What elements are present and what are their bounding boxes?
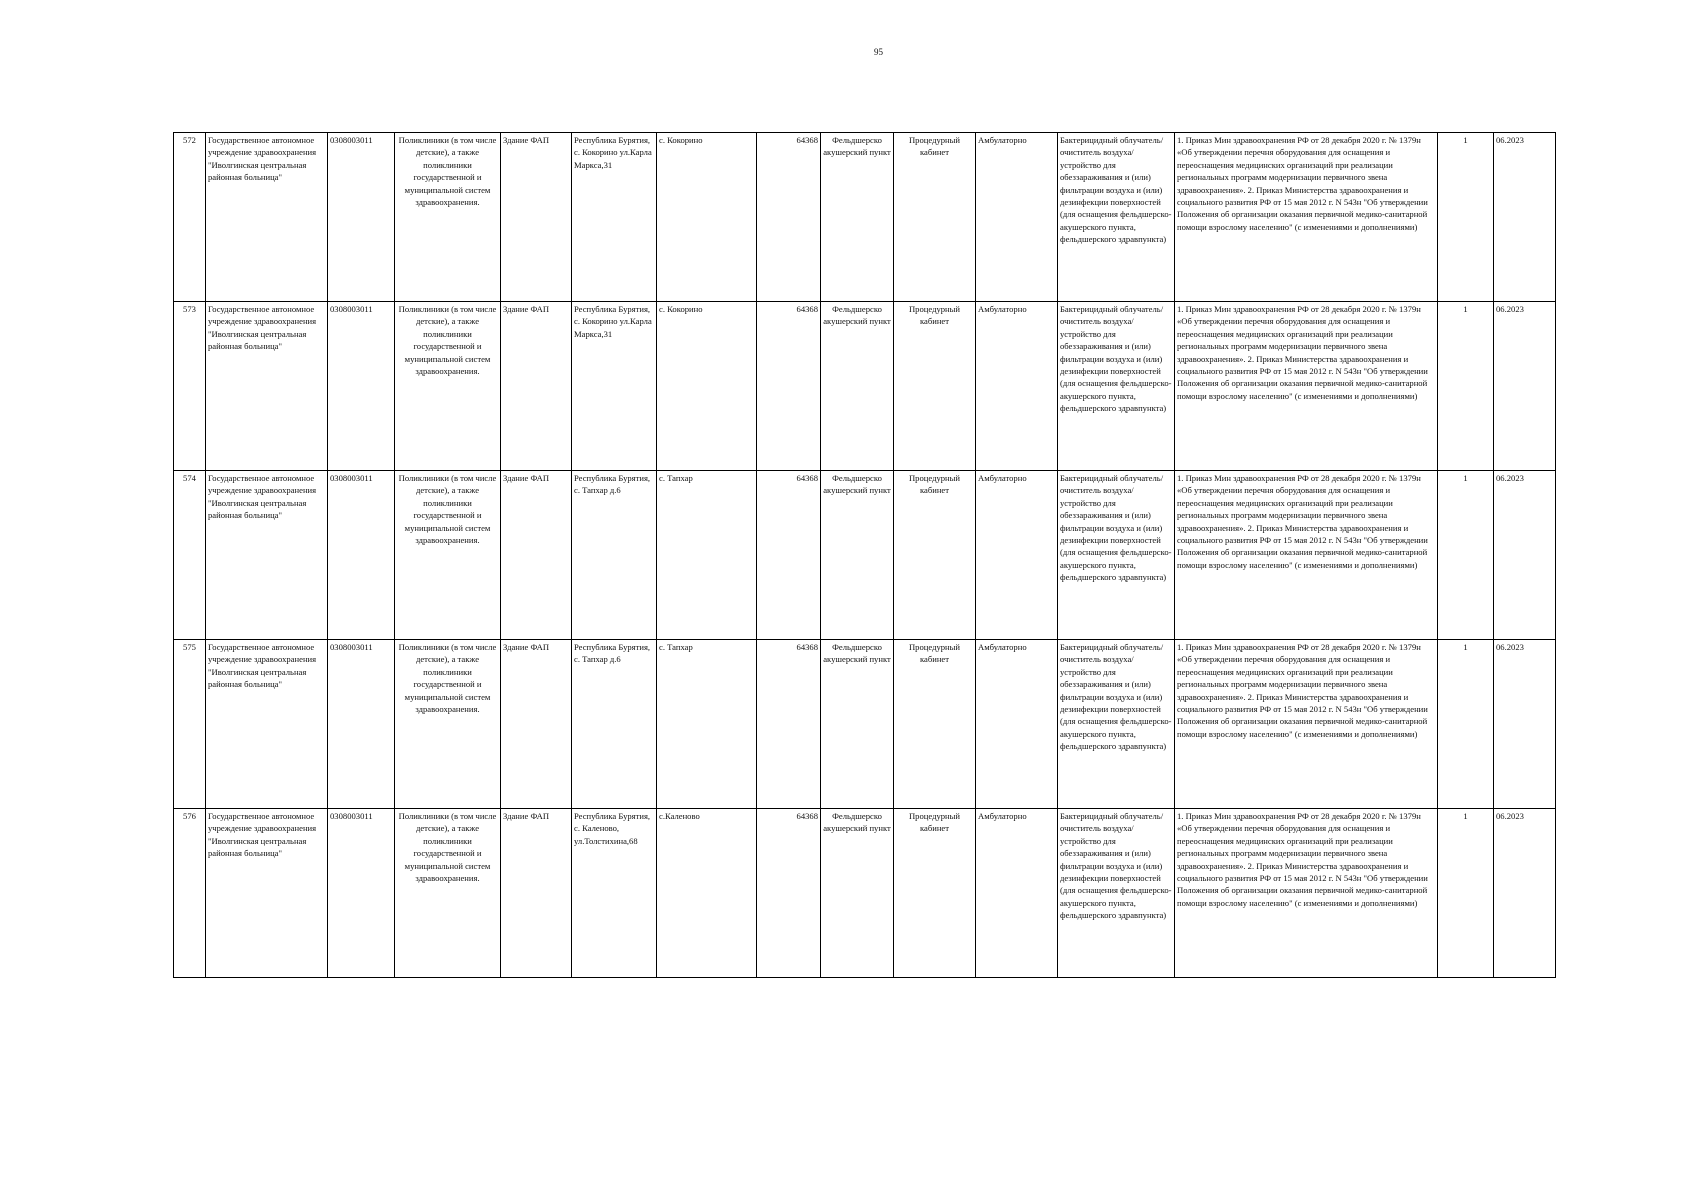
row-number: 576 — [174, 809, 206, 978]
date-cell: 06.2023 — [1494, 471, 1556, 640]
address-cell: Республика Бурятия, с. Кокорино ул.Карла Маркса,31 — [572, 133, 657, 302]
equipment-cell: Бактерицидный облучатель/очиститель воздуха/устройство для обеззараживания и (или) фильтрации воздуха и (или) дезинфекции поверхностей (для оснащения фельдшерско-акушерского пункта, фельдшерского здравпункта) — [1058, 133, 1175, 302]
care-type-cell: Амбулаторно — [976, 471, 1058, 640]
organization-cell: Государственное автономное учреждение здравоохранения "Иволгинская центральная районная больница" — [206, 640, 328, 809]
legal-basis-cell: 1. Приказ Мин здравоохранения РФ от 28 декабря 2020 г. № 1379н «Об утверждении перечня оборудования для оснащения и переоснащения медицинских организаций при реализации региональных программ модернизации первичного звена здравоохранения». 2. Приказ Министерства здравоохранения и социального развития РФ от 15 мая 2012 г. N 543н "Об утверждении Положения об организации оказания первичной медико-санитарной помощи взрослому населению" (с изменениями и дополнениями) — [1175, 471, 1438, 640]
quantity-cell: 1 — [1438, 640, 1494, 809]
facility-type-cell: Поликлиники (в том числе детские), а также поликлиники государственной и муниципальной систем здравоохранения. — [395, 133, 501, 302]
table-row — [174, 133, 1556, 302]
page-number: 95 — [874, 47, 883, 57]
room-cell: Процедурный кабинет — [894, 133, 976, 302]
unit-cell: Фельдшерско акушерский пункт — [821, 302, 894, 471]
care-type-cell: Амбулаторно — [976, 809, 1058, 978]
table-row — [174, 809, 1556, 978]
facility-type-cell: Поликлиники (в том числе детские), а также поликлиники государственной и муниципальной систем здравоохранения. — [395, 471, 501, 640]
date-cell: 06.2023 — [1494, 640, 1556, 809]
legal-basis-cell: 1. Приказ Мин здравоохранения РФ от 28 декабря 2020 г. № 1379н «Об утверждении перечня оборудования для оснащения и переоснащения медицинских организаций при реализации региональных программ модернизации первичного звена здравоохранения». 2. Приказ Министерства здравоохранения и социального развития РФ от 15 мая 2012 г. N 543н "Об утверждении Положения об организации оказания первичной медико-санитарной помощи взрослому населению" (с изменениями и дополнениями) — [1175, 809, 1438, 978]
postcode-cell: 64368 — [757, 809, 821, 978]
locality-cell: с. Тапхар — [657, 640, 757, 809]
quantity-cell: 1 — [1438, 809, 1494, 978]
code-cell: 0308003011 — [328, 133, 395, 302]
address-cell: Республика Бурятия, с. Каленово, ул.Толстихина,68 — [572, 809, 657, 978]
care-type-cell: Амбулаторно — [976, 133, 1058, 302]
address-cell: Республика Бурятия, с. Кокорино ул.Карла Маркса,31 — [572, 302, 657, 471]
address-cell: Республика Бурятия, с. Тапхар д.6 — [572, 471, 657, 640]
equipment-cell: Бактерицидный облучатель/очиститель воздуха/устройство для обеззараживания и (или) фильтрации воздуха и (или) дезинфекции поверхностей (для оснащения фельдшерско-акушерского пункта, фельдшерского здравпункта) — [1058, 302, 1175, 471]
table-row — [174, 302, 1556, 471]
quantity-cell: 1 — [1438, 133, 1494, 302]
organization-cell: Государственное автономное учреждение здравоохранения "Иволгинская центральная районная больница" — [206, 809, 328, 978]
organization-cell: Государственное автономное учреждение здравоохранения "Иволгинская центральная районная больница" — [206, 133, 328, 302]
postcode-cell: 64368 — [757, 471, 821, 640]
unit-cell: Фельдшерско акушерский пункт — [821, 133, 894, 302]
code-cell: 0308003011 — [328, 809, 395, 978]
organization-cell: Государственное автономное учреждение здравоохранения "Иволгинская центральная районная больница" — [206, 302, 328, 471]
equipment-cell: Бактерицидный облучатель/очиститель воздуха/устройство для обеззараживания и (или) фильтрации воздуха и (или) дезинфекции поверхностей (для оснащения фельдшерско-акушерского пункта, фельдшерского здравпункта) — [1058, 809, 1175, 978]
code-cell: 0308003011 — [328, 471, 395, 640]
locality-cell: с. Кокорино — [657, 302, 757, 471]
building-cell: Здание ФАП — [501, 809, 572, 978]
table-body — [174, 133, 1556, 978]
table-row — [174, 640, 1556, 809]
row-number: 574 — [174, 471, 206, 640]
legal-basis-cell: 1. Приказ Мин здравоохранения РФ от 28 декабря 2020 г. № 1379н «Об утверждении перечня оборудования для оснащения и переоснащения медицинских организаций при реализации региональных программ модернизации первичного звена здравоохранения». 2. Приказ Министерства здравоохранения и социального развития РФ от 15 мая 2012 г. N 543н "Об утверждении Положения об организации оказания первичной медико-санитарной помощи взрослому населению" (с изменениями и дополнениями) — [1175, 640, 1438, 809]
facility-type-cell: Поликлиники (в том числе детские), а также поликлиники государственной и муниципальной систем здравоохранения. — [395, 302, 501, 471]
code-cell: 0308003011 — [328, 302, 395, 471]
room-cell: Процедурный кабинет — [894, 471, 976, 640]
quantity-cell: 1 — [1438, 471, 1494, 640]
facility-type-cell: Поликлиники (в том числе детские), а также поликлиники государственной и муниципальной систем здравоохранения. — [395, 640, 501, 809]
address-cell: Республика Бурятия, с. Тапхар д.6 — [572, 640, 657, 809]
building-cell: Здание ФАП — [501, 640, 572, 809]
quantity-cell: 1 — [1438, 302, 1494, 471]
date-cell: 06.2023 — [1494, 133, 1556, 302]
date-cell: 06.2023 — [1494, 302, 1556, 471]
building-cell: Здание ФАП — [501, 302, 572, 471]
row-number: 572 — [174, 133, 206, 302]
locality-cell: с.Каленово — [657, 809, 757, 978]
locality-cell: с. Тапхар — [657, 471, 757, 640]
unit-cell: Фельдшерско акушерский пункт — [821, 471, 894, 640]
room-cell: Процедурный кабинет — [894, 302, 976, 471]
legal-basis-cell: 1. Приказ Мин здравоохранения РФ от 28 декабря 2020 г. № 1379н «Об утверждении перечня оборудования для оснащения и переоснащения медицинских организаций при реализации региональных программ модернизации первичного звена здравоохранения». 2. Приказ Министерства здравоохранения и социального развития РФ от 15 мая 2012 г. N 543н "Об утверждении Положения об организации оказания первичной медико-санитарной помощи взрослому населению" (с изменениями и дополнениями) — [1175, 133, 1438, 302]
organization-cell: Государственное автономное учреждение здравоохранения "Иволгинская центральная районная больница" — [206, 471, 328, 640]
unit-cell: Фельдшерско акушерский пункт — [821, 640, 894, 809]
postcode-cell: 64368 — [757, 133, 821, 302]
legal-basis-cell: 1. Приказ Мин здравоохранения РФ от 28 декабря 2020 г. № 1379н «Об утверждении перечня оборудования для оснащения и переоснащения медицинских организаций при реализации региональных программ модернизации первичного звена здравоохранения». 2. Приказ Министерства здравоохранения и социального развития РФ от 15 мая 2012 г. N 543н "Об утверждении Положения об организации оказания первичной медико-санитарной помощи взрослому населению" (с изменениями и дополнениями) — [1175, 302, 1438, 471]
building-cell: Здание ФАП — [501, 471, 572, 640]
postcode-cell: 64368 — [757, 640, 821, 809]
equipment-cell: Бактерицидный облучатель/очиститель воздуха/устройство для обеззараживания и (или) фильтрации воздуха и (или) дезинфекции поверхностей (для оснащения фельдшерско-акушерского пункта, фельдшерского здравпункта) — [1058, 471, 1175, 640]
building-cell: Здание ФАП — [501, 133, 572, 302]
equipment-cell: Бактерицидный облучатель/очиститель воздуха/устройство для обеззараживания и (или) фильтрации воздуха и (или) дезинфекции поверхностей (для оснащения фельдшерско-акушерского пункта, фельдшерского здравпункта) — [1058, 640, 1175, 809]
room-cell: Процедурный кабинет — [894, 640, 976, 809]
care-type-cell: Амбулаторно — [976, 640, 1058, 809]
equipment-table — [173, 132, 1556, 978]
room-cell: Процедурный кабинет — [894, 809, 976, 978]
care-type-cell: Амбулаторно — [976, 302, 1058, 471]
date-cell: 06.2023 — [1494, 809, 1556, 978]
unit-cell: Фельдшерско акушерский пункт — [821, 809, 894, 978]
postcode-cell: 64368 — [757, 302, 821, 471]
facility-type-cell: Поликлиники (в том числе детские), а также поликлиники государственной и муниципальной систем здравоохранения. — [395, 809, 501, 978]
locality-cell: с. Кокорино — [657, 133, 757, 302]
row-number: 575 — [174, 640, 206, 809]
table-row — [174, 471, 1556, 640]
code-cell: 0308003011 — [328, 640, 395, 809]
row-number: 573 — [174, 302, 206, 471]
